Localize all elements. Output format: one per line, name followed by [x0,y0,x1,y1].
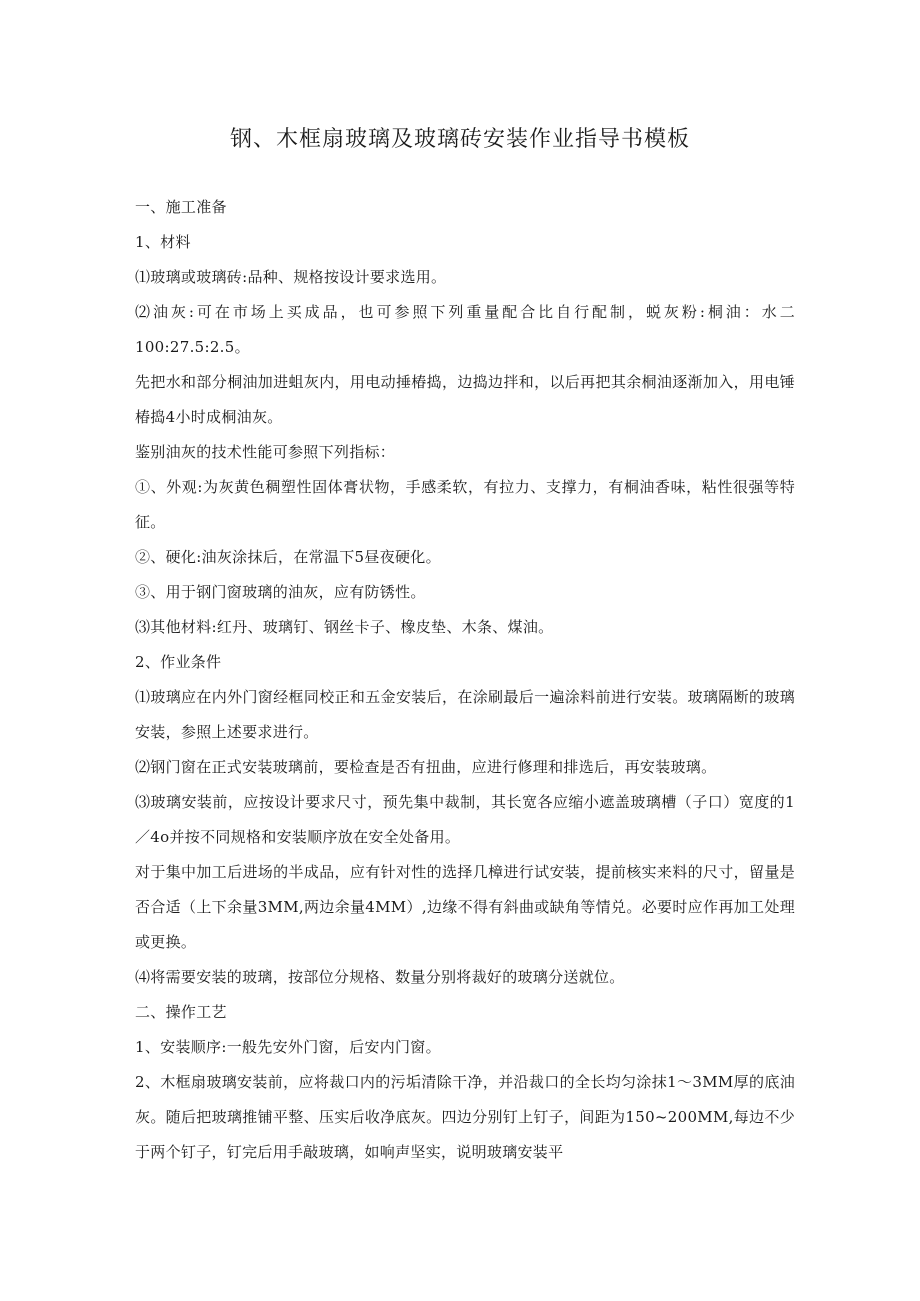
paragraph: 先把水和部分桐油加进蛆灰内，用电动捶椿捣，边捣边拌和，以后再把其余桐油逐渐加入，用电锤椿捣4小时成桐油灰。 [135,373,795,426]
paragraph: 对于集中加工后进场的半成品，应有针对性的选择几樟进行试安装，提前核实来料的尺寸，留量是否合适（上下余量3MM,两边余量4MM）,边缘不得有斜曲或缺角等情兑。必要时应作再加工处理或更换。 [135,863,795,951]
paragraph: 二、操作工艺 [135,1003,227,1021]
paragraph: 1、材料 [135,233,191,251]
paragraph: ②、硬化:油灰涂抹后，在常温下5昼夜硬化。 [135,548,441,566]
paragraph: ⑵油灰:可在市场上买成品，也可参照下列重量配合比自行配制，蜕灰粉:桐油：水二100:27.5:2.5。 [135,303,795,356]
paragraph: 鉴别油灰的技术性能可参照下列指标： [135,443,396,461]
paragraph: 2、作业条件 [135,653,222,671]
paragraph: ⑴玻璃应在内外门窗经框同校正和五金安装后，在涂刷最后一遍涂料前进行安装。玻璃隔断的玻璃安装，参照上述要求进行。 [135,688,795,741]
paragraph: ①、外观:为灰黄色稠塑性固体膏状物，手感柔软，有拉力、支撑力，有桐油香味，粘性很强等特征。 [135,478,795,531]
paragraph: ⑵钢门窗在正式安装玻璃前，要检查是否有扭曲，应进行修理和排选后，再安装玻璃。 [135,758,717,776]
paragraph: ③、用于钢门窗玻璃的油灰，应有防锈性。 [135,583,426,601]
document-title: 钢、木框扇玻璃及玻璃砖安装作业指导书模板 [229,127,690,152]
paragraph: 一、施工准备 [135,198,227,216]
paragraph: ⑶其他材料:红丹、玻璃钉、钢丝卡子、橡皮垫、木条、煤油。 [135,618,554,636]
paragraph: 1、安装顺序:一般先安外门窗，后安内门窗。 [135,1038,441,1056]
paragraph: ⑷将需要安装的玻璃，按部位分规格、数量分别将裁好的玻璃分送就位。 [135,968,625,986]
paragraph: ⑴玻璃或玻璃砖:品种、规格按设计要求选用。 [135,268,447,286]
paragraph: 2、木框扇玻璃安装前，应将裁口内的污垢清除干净，并沿裁口的全长均匀涂抹1～3MM厚的底油灰。随后把玻璃推铺平整、压实后收净底灰。四边分别钉上钉子，间距为150~200MM,每边不少于两个钉子，钉完后用手敲玻璃，如响声坚实，说明玻璃安装平 [135,1073,795,1161]
document-body [135,190,795,1170]
paragraph: ⑶玻璃安装前，应按设计要求尺寸，预先集中裁制，其长宽各应缩小遮盖玻璃槽（子口）宽度的1／4o并按不同规格和安装顺序放在安全处备用。 [135,793,795,846]
